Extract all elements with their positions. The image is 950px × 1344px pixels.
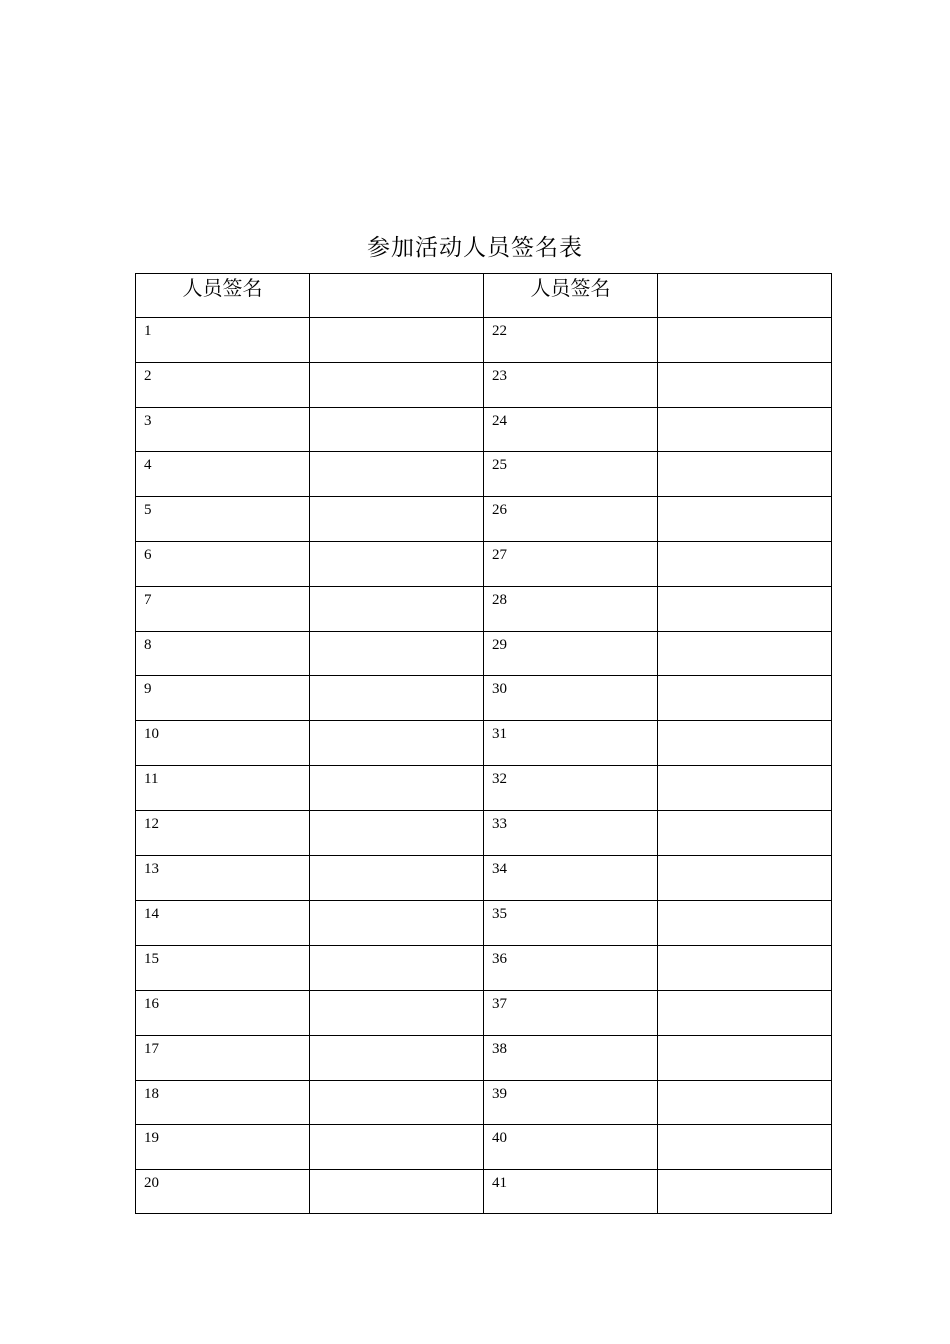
table-row bbox=[136, 991, 832, 1036]
signature-field-right[interactable] bbox=[658, 901, 832, 946]
row-number-right: 23 bbox=[484, 363, 658, 408]
signature-field-left[interactable] bbox=[310, 721, 484, 766]
row-number-left: 7 bbox=[136, 587, 310, 632]
signature-field-left[interactable] bbox=[310, 766, 484, 811]
row-number-left: 10 bbox=[136, 721, 310, 766]
header-blank-left bbox=[310, 274, 484, 318]
signature-field-right[interactable] bbox=[658, 811, 832, 856]
signature-field-left[interactable] bbox=[310, 811, 484, 856]
table-row bbox=[136, 676, 832, 721]
signature-field-left[interactable] bbox=[310, 856, 484, 901]
signature-field-right[interactable] bbox=[658, 1081, 832, 1125]
document-title: 参加活动人员签名表 bbox=[367, 235, 583, 261]
row-number-left: 16 bbox=[136, 991, 310, 1036]
signature-field-left[interactable] bbox=[310, 1125, 484, 1170]
row-number-left: 9 bbox=[136, 676, 310, 721]
signature-field-right[interactable] bbox=[658, 991, 832, 1036]
signature-field-left[interactable] bbox=[310, 587, 484, 632]
row-number-right: 40 bbox=[484, 1125, 658, 1170]
table-row bbox=[136, 721, 832, 766]
row-number-left: 12 bbox=[136, 811, 310, 856]
row-number-left: 17 bbox=[136, 1036, 310, 1081]
row-number-right: 39 bbox=[484, 1081, 658, 1125]
table-row bbox=[136, 452, 832, 497]
signature-field-right[interactable] bbox=[658, 542, 832, 587]
signature-field-right[interactable] bbox=[658, 363, 832, 408]
table-row bbox=[136, 408, 832, 452]
row-number-right: 33 bbox=[484, 811, 658, 856]
table-row bbox=[136, 1081, 832, 1125]
signature-field-left[interactable] bbox=[310, 632, 484, 676]
row-number-right: 27 bbox=[484, 542, 658, 587]
row-number-left: 18 bbox=[136, 1081, 310, 1125]
table-row bbox=[136, 856, 832, 901]
signature-field-left[interactable] bbox=[310, 1036, 484, 1081]
signature-field-right[interactable] bbox=[658, 497, 832, 542]
row-number-left: 11 bbox=[136, 766, 310, 811]
row-number-right: 26 bbox=[484, 497, 658, 542]
signature-field-left[interactable] bbox=[310, 1081, 484, 1125]
signature-field-left[interactable] bbox=[310, 946, 484, 991]
signature-field-left[interactable] bbox=[310, 497, 484, 542]
signature-field-left[interactable] bbox=[310, 676, 484, 721]
signature-field-right[interactable] bbox=[658, 318, 832, 363]
table-row bbox=[136, 1036, 832, 1081]
signature-field-left[interactable] bbox=[310, 452, 484, 497]
signature-field-right[interactable] bbox=[658, 632, 832, 676]
table-row bbox=[136, 811, 832, 856]
row-number-left: 2 bbox=[136, 363, 310, 408]
signature-field-right[interactable] bbox=[658, 587, 832, 632]
header-label-left: 人员签名 bbox=[136, 274, 310, 318]
header-blank-right bbox=[658, 274, 832, 318]
signature-field-left[interactable] bbox=[310, 318, 484, 363]
row-number-right: 37 bbox=[484, 991, 658, 1036]
row-number-right: 30 bbox=[484, 676, 658, 721]
row-number-left: 8 bbox=[136, 632, 310, 676]
table-row bbox=[136, 363, 832, 408]
row-number-right: 28 bbox=[484, 587, 658, 632]
signature-field-left[interactable] bbox=[310, 901, 484, 946]
row-number-right: 31 bbox=[484, 721, 658, 766]
table-row bbox=[136, 497, 832, 542]
table-row bbox=[136, 587, 832, 632]
signature-field-right[interactable] bbox=[658, 856, 832, 901]
header-label-right: 人员签名 bbox=[484, 274, 658, 318]
row-number-left: 19 bbox=[136, 1125, 310, 1170]
signature-field-right[interactable] bbox=[658, 452, 832, 497]
table-row bbox=[136, 946, 832, 991]
signature-field-right[interactable] bbox=[658, 1170, 832, 1214]
row-number-left: 4 bbox=[136, 452, 310, 497]
row-number-left: 15 bbox=[136, 946, 310, 991]
row-number-right: 34 bbox=[484, 856, 658, 901]
table-row bbox=[136, 1125, 832, 1170]
row-number-left: 20 bbox=[136, 1170, 310, 1214]
row-number-left: 3 bbox=[136, 408, 310, 452]
row-number-right: 32 bbox=[484, 766, 658, 811]
row-number-right: 38 bbox=[484, 1036, 658, 1081]
row-number-right: 41 bbox=[484, 1170, 658, 1214]
row-number-left: 14 bbox=[136, 901, 310, 946]
signature-field-right[interactable] bbox=[658, 1036, 832, 1081]
row-number-right: 25 bbox=[484, 452, 658, 497]
row-number-right: 29 bbox=[484, 632, 658, 676]
signature-field-left[interactable] bbox=[310, 542, 484, 587]
signature-field-right[interactable] bbox=[658, 766, 832, 811]
row-number-right: 24 bbox=[484, 408, 658, 452]
signature-field-right[interactable] bbox=[658, 676, 832, 721]
signature-field-left[interactable] bbox=[310, 408, 484, 452]
row-number-left: 5 bbox=[136, 497, 310, 542]
table-row bbox=[136, 632, 832, 676]
table-row bbox=[136, 901, 832, 946]
row-number-left: 1 bbox=[136, 318, 310, 363]
signature-field-right[interactable] bbox=[658, 946, 832, 991]
signature-field-left[interactable] bbox=[310, 1170, 484, 1214]
signature-field-right[interactable] bbox=[658, 721, 832, 766]
signature-field-left[interactable] bbox=[310, 363, 484, 408]
row-number-left: 13 bbox=[136, 856, 310, 901]
table-header-row bbox=[136, 274, 832, 318]
row-number-right: 36 bbox=[484, 946, 658, 991]
row-number-right: 35 bbox=[484, 901, 658, 946]
table-row bbox=[136, 766, 832, 811]
signature-field-left[interactable] bbox=[310, 991, 484, 1036]
row-number-right: 22 bbox=[484, 318, 658, 363]
row-number-left: 6 bbox=[136, 542, 310, 587]
table-row bbox=[136, 1170, 832, 1214]
signature-table bbox=[135, 273, 832, 1214]
signature-field-right[interactable] bbox=[658, 1125, 832, 1170]
table-row bbox=[136, 542, 832, 587]
table-row bbox=[136, 318, 832, 363]
signature-field-right[interactable] bbox=[658, 408, 832, 452]
